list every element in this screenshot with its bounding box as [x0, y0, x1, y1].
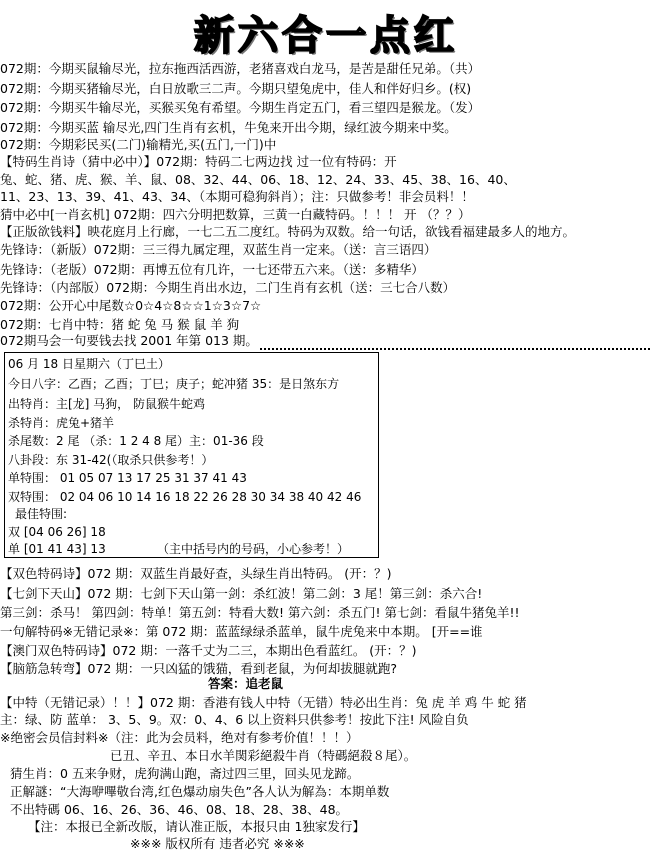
box-note: （主中括号内的号码，小心参考！） — [157, 542, 350, 556]
poem-line: 072期：公开心中尾数☆0☆4☆8☆☆1☆3☆7☆ — [0, 298, 262, 313]
poem-line: 猜中必中[一肖玄机] 072期：四六分明把数算，三黄一白藏特码。！！！ 开 （？？） — [0, 207, 471, 222]
poem-line: 【七剑下天山】072 期：七剑下天山第一剑：杀红波！第二剑：3 尾！第三剑：杀六合! — [0, 586, 483, 601]
box-bagua: 八卦段：东 31-42(（取杀只供参考！） — [8, 453, 214, 467]
riddle-answer: 答案：追老鼠 — [208, 676, 284, 691]
box-shawei: 杀尾数：2 尾 （杀：1 2 4 8 尾）主：01-36 段 — [8, 434, 264, 448]
poem-line: 072期马会一句要钱去找 2001 年第 013 期。 — [0, 333, 258, 348]
poem-line: 已丑、辛丑、本日水羊関彩絕殺牛肖（特碼絕殺８尾）。 — [110, 748, 417, 763]
box-shuang: 双特围： 02 04 06 10 14 16 18 22 26 28 30 34 38 40 42 46 — [8, 490, 362, 504]
poem-line: 先锋诗：（内部版）072期：今期生肖出水边，二门生肖有玄机（送：三七合八数） — [0, 280, 456, 295]
poem-line: 兔、蛇、猪、虎、猴、羊、鼠、08、32、44、06、18、12、24、33、45、38、16、40、 — [0, 172, 516, 187]
poem-line: 【澳门双色特码诗】072 期：一落千丈为二三，本期出色看蓝红。 (开：？) — [0, 643, 417, 658]
poem-line: 072期：七肖中特：猪 蛇 兔 马 猴 鼠 羊 狗 — [0, 317, 240, 332]
box-date: 06 月 18 日星期六（丁巳土） — [8, 357, 170, 371]
box-shate: 杀特肖：虎兔+猪羊 — [8, 416, 115, 430]
poem-line: 正解謎：“大海咿嗶敬台湾,红色爆动扇失色”各人认为解為：本期单数 — [10, 784, 390, 799]
box-zuijia: 最佳特围: — [15, 507, 68, 521]
poem-line: 主：绿、防 蓝单： 3、5、9。双：0、4、6 以上资料只供参考！按此下注! 风险自负 — [0, 712, 469, 727]
poem-line: 【双色特码诗】072 期：双蓝生肖最好查，头绿生肖出特码。 (开：？) — [0, 566, 392, 581]
poem-line: 072期：今期买蓝 输尽光,四门生肖有玄机，牛兔来开出今期，绿红波今期来中奖。 — [0, 120, 457, 135]
box-dan2: 单 [01 41 43] 13 — [8, 542, 106, 556]
poem-line: 一句解特码※无错记录※：第 072 期：蓝蓝绿绿杀蓝单，鼠牛虎兔来中本期。 [开==谁 — [0, 624, 483, 639]
poem-line: 不出特碼 06、16、26、36、46、08、18、28、38、48。 — [10, 802, 349, 817]
poem-line: 072期：今期买鼠输尽光，拉东拖西活西游，老猪喜戏白龙马，是苦是甜任兄弟。（共） — [0, 61, 481, 76]
poem-line: 072期：今期买猪输尽光，白日放歌三二声。今期只望兔虎中，佳人和伴好归乡。(权) — [0, 81, 472, 96]
page-title: 新六合一点红 — [194, 13, 458, 59]
poem-line: 猜生肖：0 五来争财，虎狗满山跑，斋过四三里，回头见龙蹄。 — [10, 766, 360, 781]
box-shuang2: 双 [04 06 26] 18 — [8, 525, 106, 539]
poem-line: 第三剑：杀马！ 第四剑：特单！第五剑：特看大数! 第六剑：杀五门! 第七剑：看鼠牛猪兔羊!! — [0, 605, 520, 620]
poem-line: 【特码生肖诗（猜中必中）】072期：特码二七两边找 过一位有特码：开 — [0, 154, 397, 169]
poem-line: 先锋诗：（新版）072期：三三得九属定理，双蓝生肖一定来。（送：言三语四） — [0, 242, 437, 257]
copyright-line: ※※※ 版权所有 违者必究 ※※※ — [130, 836, 305, 851]
poem-line: 072期：今期彩民买(二门)输精光,买(五门,一门)中 — [0, 137, 277, 152]
poem-line: 11、23、13、39、41、43、34、（本期可稳狗斜肖）；注：只做参考！非会员料！！ — [0, 189, 474, 204]
poem-line: 先锋诗：（老版）072期：再博五位有几许，一七还带五六来。（送：多精华） — [0, 262, 424, 277]
poem-line: ※绝密会员信封料※（注：此为会员料，绝对有参考价值！！！） — [0, 730, 359, 745]
poem-line: 【中特（无错记录）！！】072 期：香港有钱人中特（无错）特必出生肖：兔 虎 羊 鸡 牛 蛇 猪 — [0, 695, 527, 710]
footer-note: 【注：本报已全新改版，请认准正版，本报只由 1独家发行】 — [28, 819, 365, 834]
daily-info-box — [4, 352, 379, 558]
box-bazi: 今日八字：乙酉；乙酉；丁巳；庚子；蛇冲猪 35：是日煞东方 — [8, 377, 340, 391]
box-dan: 单特围： 01 05 07 13 17 25 31 37 41 43 — [8, 471, 247, 485]
poem-line: 【脑筋急转弯】072 期：一只凶猛的饿猫，看到老鼠，为何却拔腿就跑? — [0, 661, 397, 676]
poem-line: 【正版欲钱料】映花庭月上行廊，一七二五二度红。特码为双数。给一句话，欲钱看福建最多人的地方。 — [0, 224, 576, 239]
box-chute: 出特肖：主[龙] 马狗， 防鼠猴牛蛇鸡 — [8, 397, 205, 411]
poem-line: 072期：今期买牛输尽光，买猴买兔有希望。今期生肖定五门，看三望四是猴龙。（发） — [0, 100, 481, 115]
